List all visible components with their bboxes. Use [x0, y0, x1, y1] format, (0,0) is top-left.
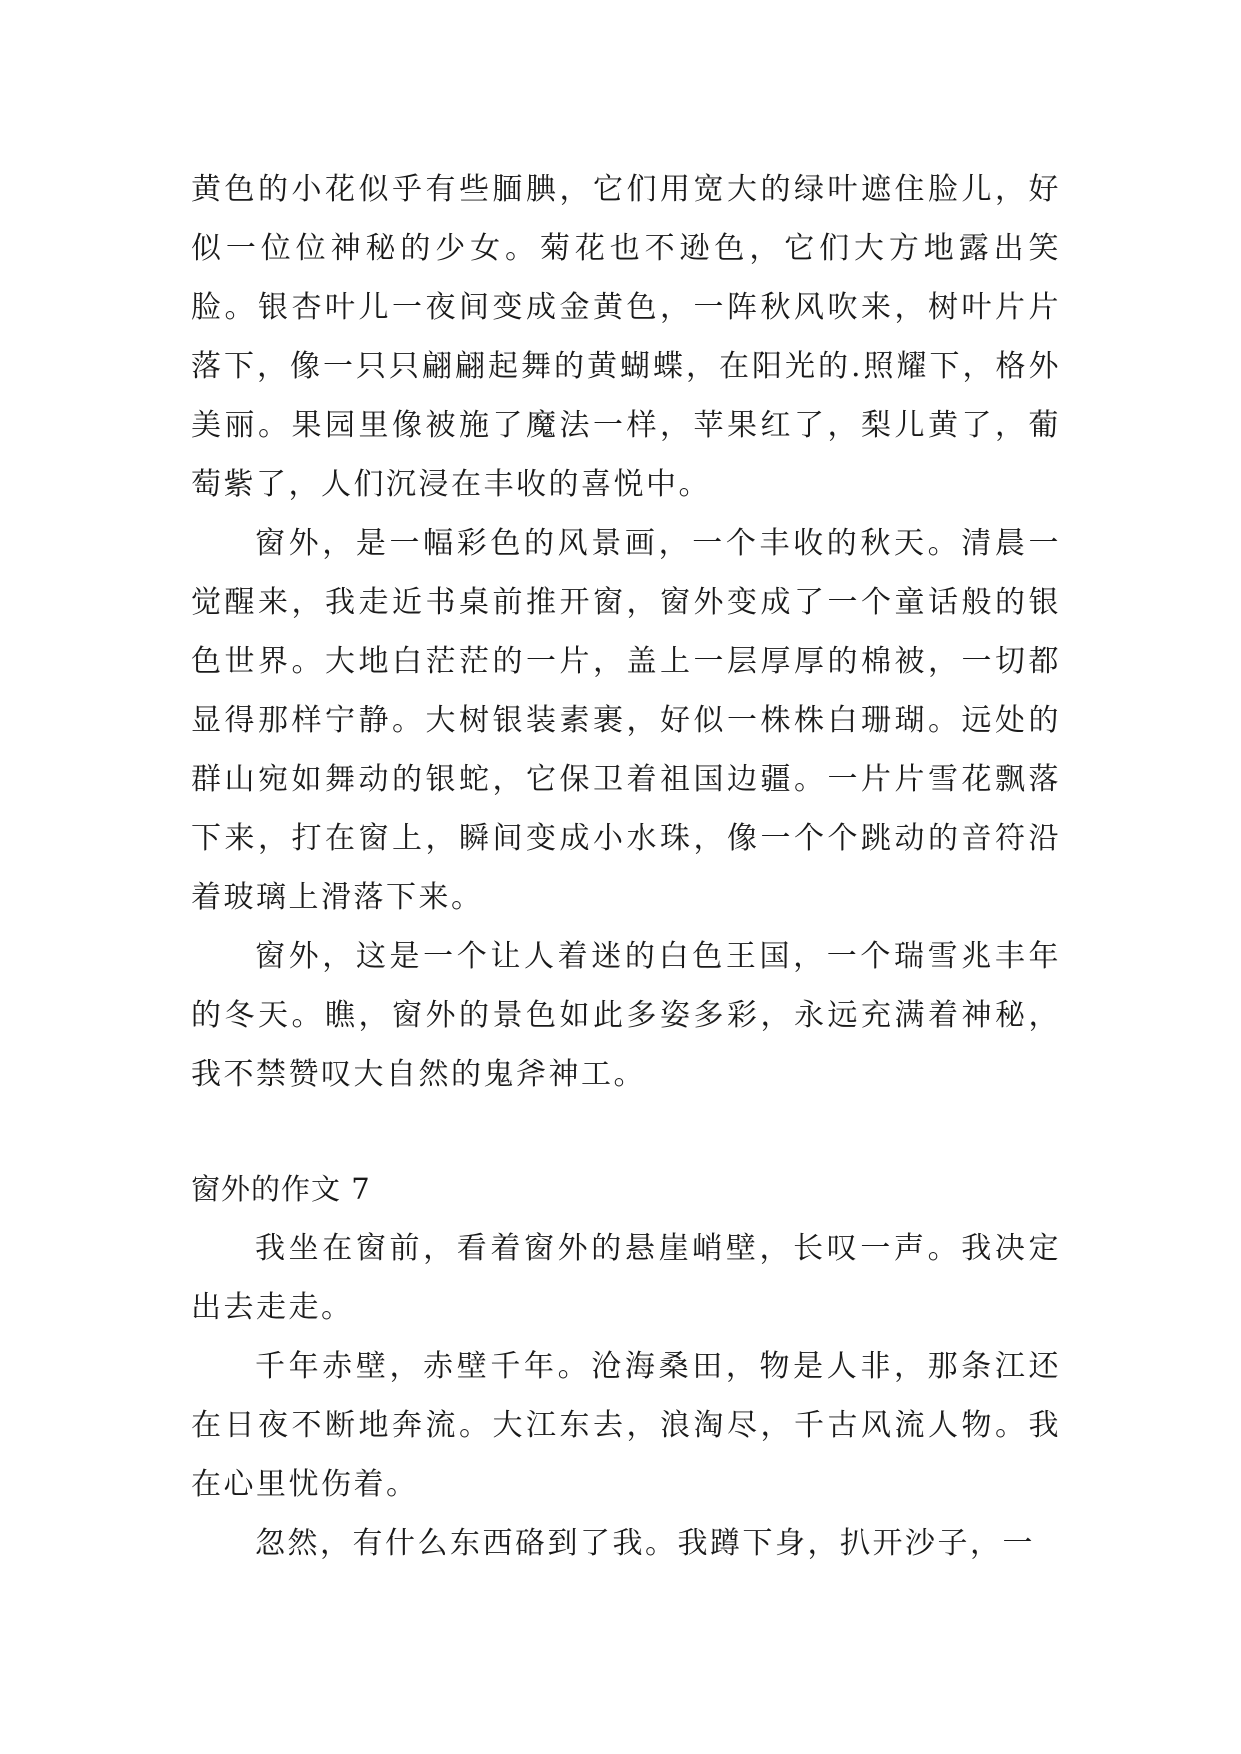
- paragraph: 黄色的小花似乎有些腼腆，它们用宽大的绿叶遮住脸儿，好似一位位神秘的少女。菊花也不逊色，它们大方地露出笑脸。银杏叶儿一夜间变成金黄色，一阵秋风吹来，树叶片片落下，像一只只翩翩起舞的黄蝴蝶，在阳光的.照耀下，格外美丽。果园里像被施了魔法一样，苹果红了，梨儿黄了，葡萄紫了，人们沉浸在丰收的喜悦中。: [191, 172, 1061, 502]
- paragraph: 忽然，有什么东西硌到了我。我蹲下身，扒开沙子，一: [255, 1526, 1035, 1561]
- document-body: [191, 160, 1061, 1573]
- paragraph: 千年赤壁，赤壁千年。沧海桑田，物是人非，那条江还在日夜不断地奔流。大江东去，浪淘尽，千古风流人物。我在心里忧伤着。: [191, 1349, 1061, 1502]
- paragraph: 窗外，这是一个让人着迷的白色王国，一个瑞雪兆丰年的冬天。瞧，窗外的景色如此多姿多彩，永远充满着神秘，我不禁赞叹大自然的鬼斧神工。: [191, 939, 1061, 1092]
- paragraph: 我坐在窗前，看着窗外的悬崖峭壁，长叹一声。我决定出去走走。: [191, 1231, 1061, 1325]
- paragraph: 窗外，是一幅彩色的风景画，一个丰收的秋天。清晨一觉醒来，我走近书桌前推开窗，窗外变成了一个童话般的银色世界。大地白茫茫的一片，盖上一层厚厚的棉被，一切都显得那样宁静。大树银装素裹，好似一株株白珊瑚。远处的群山宛如舞动的银蛇，它保卫着祖国边疆。一片片雪花飘落下来，打在窗上，瞬间变成小水珠，像一个个跳动的音符沿着玻璃上滑落下来。: [191, 526, 1061, 915]
- section-heading: 窗外的作文 7: [191, 1172, 371, 1206]
